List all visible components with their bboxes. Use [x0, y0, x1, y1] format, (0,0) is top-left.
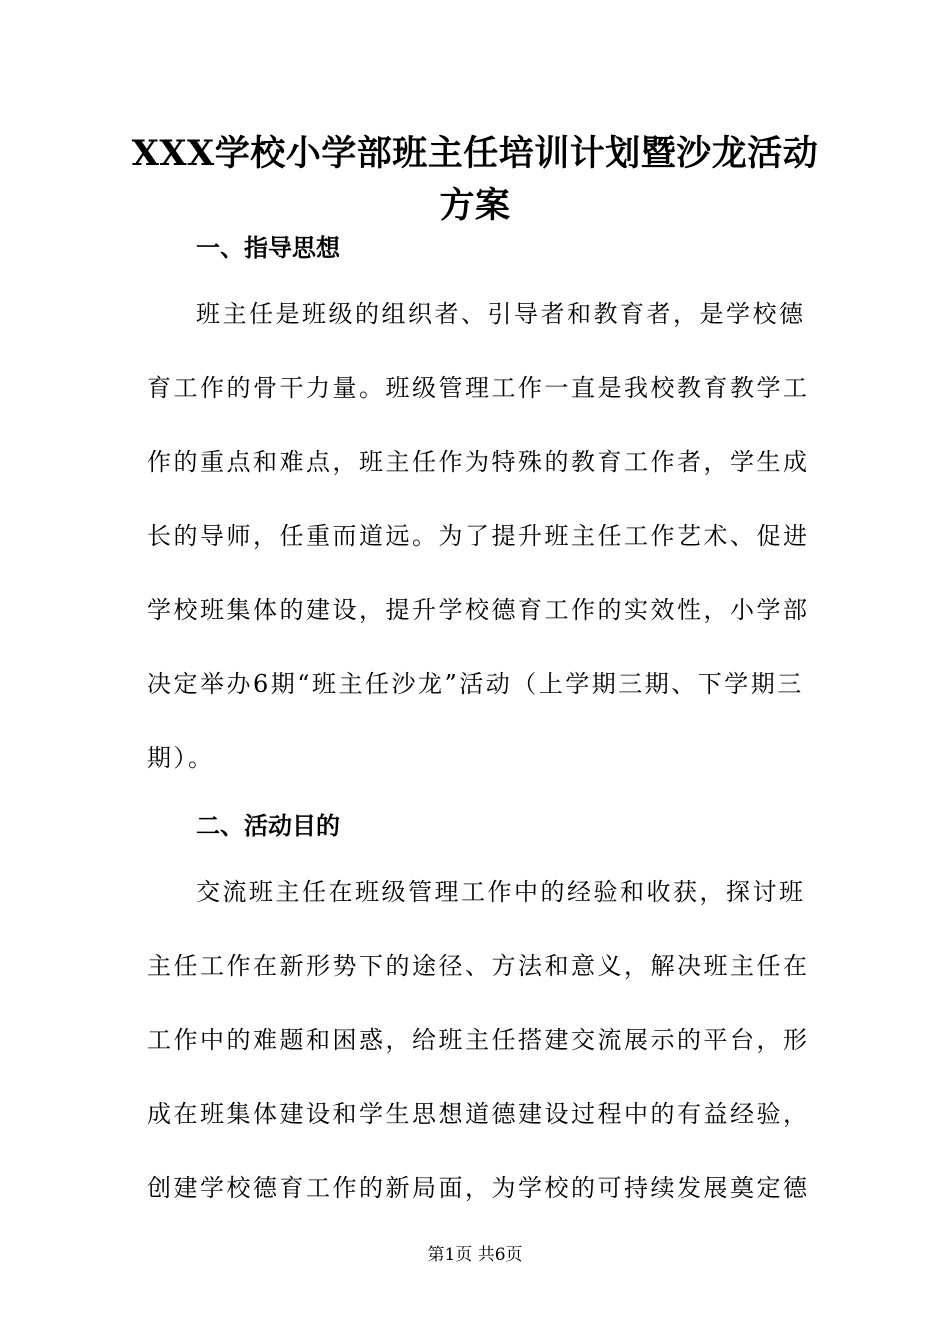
page-footer: 第1页 共6页: [427, 1245, 523, 1265]
paragraph-line: 决定举办6期“班主任沙龙”活动（上学期三期、下学期三: [147, 670, 804, 698]
section-heading-guiding-ideology: 一、指导思想: [196, 234, 340, 262]
title-line: 方案: [439, 185, 511, 226]
paragraph-line: 工作中的难题和困惑，给班主任搭建交流展示的平台，形: [147, 1026, 810, 1054]
paragraph-line: 育工作的骨干力量。班级管理工作一直是我校教育教学工: [147, 374, 810, 402]
paragraph-line: 作的重点和难点，班主任作为特殊的教育工作者，学生成: [147, 448, 810, 476]
title-line: XXX学校小学部班主任培训计划暨沙龙活动: [131, 133, 819, 174]
paragraph-line: 成在班集体建设和学生思想道德建设过程中的有益经验，: [147, 1100, 810, 1128]
paragraph-line: 交流班主任在班级管理工作中的经验和收获，探讨班: [196, 878, 806, 906]
paragraph-line: 创建学校德育工作的新局面，为学校的可持续发展奠定德: [147, 1174, 810, 1202]
section-heading-activity-purpose: 二、活动目的: [196, 812, 340, 840]
paragraph-line: 期）。: [147, 744, 215, 772]
section-paragraph-activity-purpose: [147, 874, 810, 1244]
section-paragraph-guiding-ideology: [147, 296, 810, 814]
paragraph-line: 主任工作在新形势下的途径、方法和意义，解决班主任在: [147, 952, 810, 980]
paragraph-line: 学校班集体的建设，提升学校德育工作的实效性，小学部: [147, 596, 810, 624]
document-title: [120, 128, 830, 232]
paragraph-line: 班主任是班级的组织者、引导者和教育者，是学校德: [196, 300, 806, 328]
paragraph-line: 长的导师，任重而道远。为了提升班主任工作艺术、促进: [147, 522, 810, 550]
